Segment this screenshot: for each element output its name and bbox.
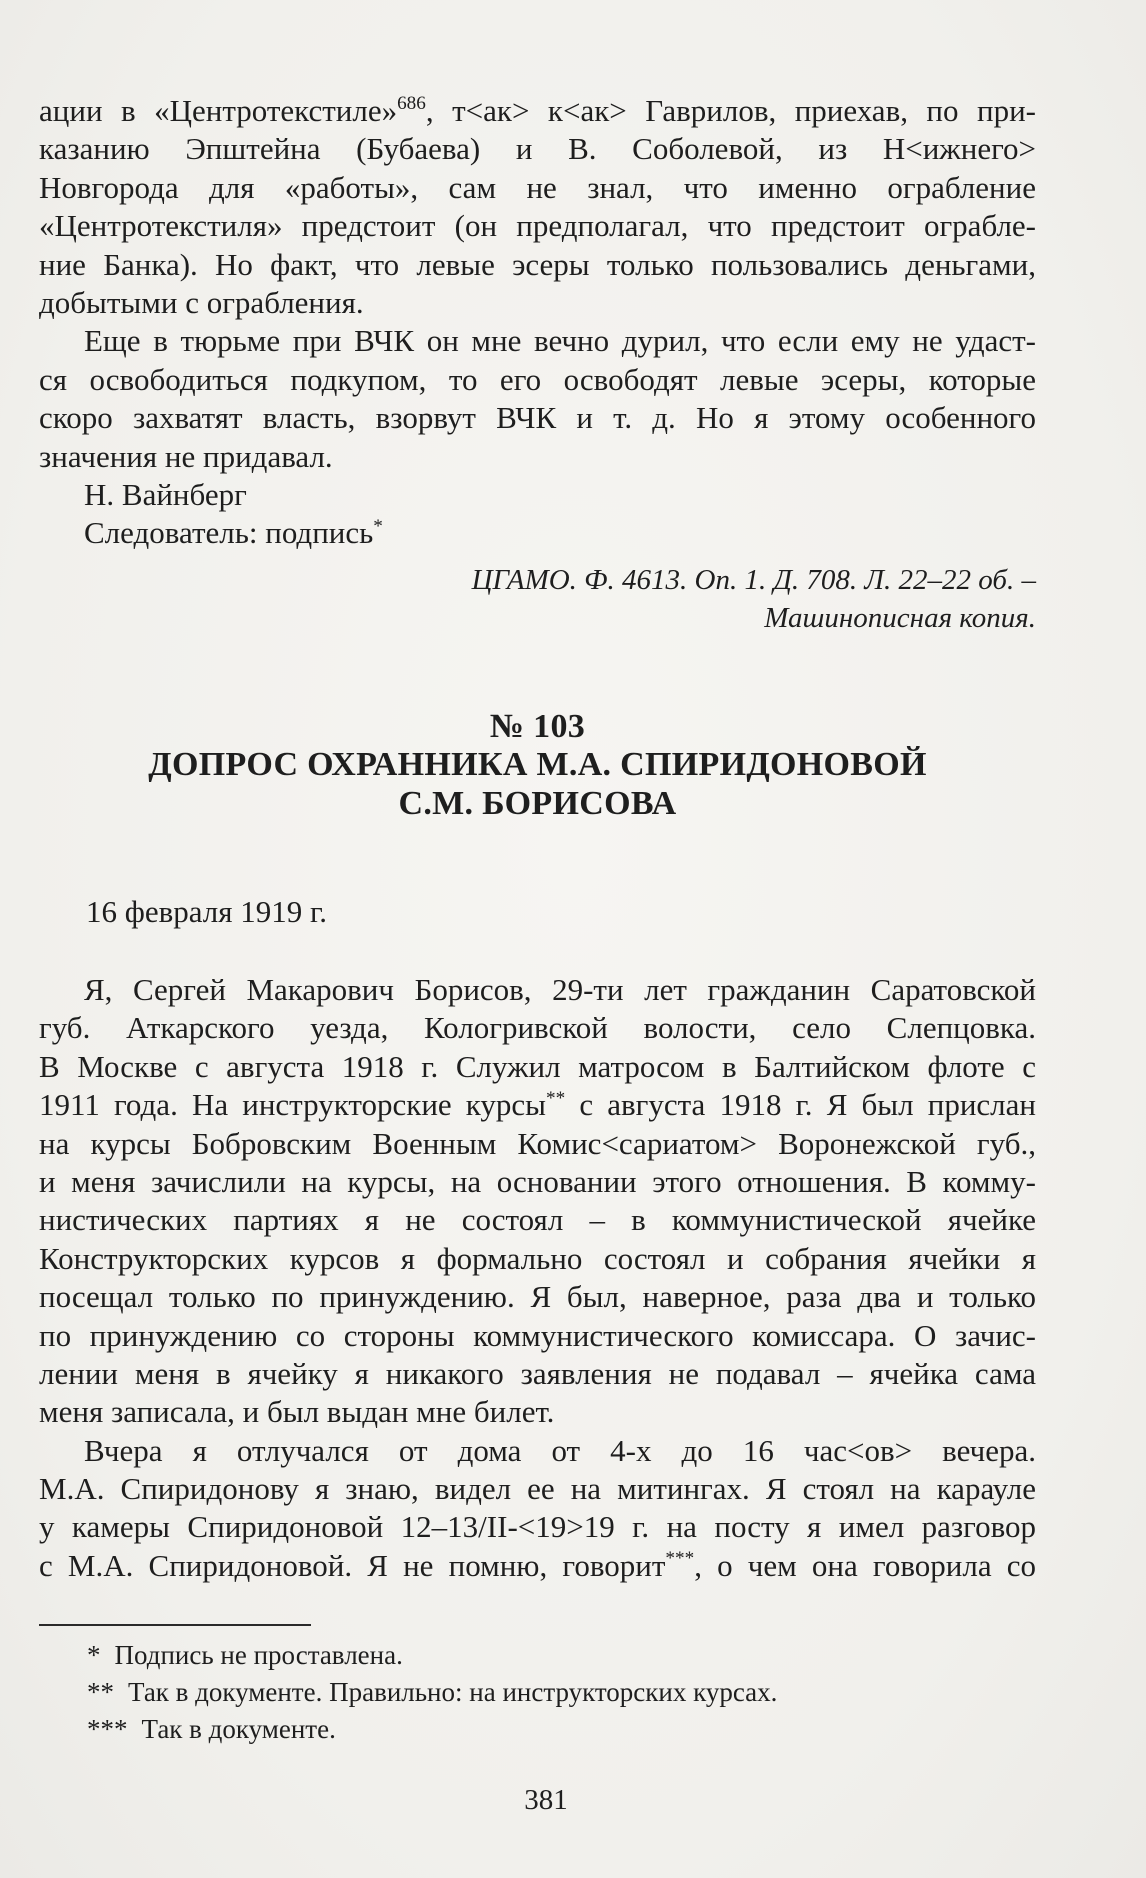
text-segment: , т<ак> к<ак> Гаврилов, приехав, по при- (425, 93, 1036, 128)
text-line: значения не придавал. (39, 438, 333, 474)
text-line (39, 1547, 1036, 1585)
document-number: № 103 (489, 708, 586, 745)
document-date: 16 февраля 1919 г. (86, 894, 327, 929)
previous-document-ending (39, 92, 1036, 553)
footnote (39, 1637, 1036, 1674)
footnote-text: Подпись не проставлена. (114, 1640, 403, 1670)
text-segment: Следователь: подпись (84, 515, 374, 551)
document-heading (39, 708, 1036, 823)
text-line (39, 92, 1036, 130)
text-line: у камеры Спиридоновой 12–13/II-<19>19 г. на посту я имел разговор (39, 1509, 1036, 1545)
text-line: посещал только по принуждению. Я был, наверное, раза два и только (39, 1279, 1036, 1315)
page-number: 381 (524, 1784, 568, 1816)
text-line: Конструкторских курсов я формально состоял и собрания ячейки я (39, 1240, 1036, 1276)
footnote-mark: *** (87, 1714, 128, 1745)
footnote-text: Так в документе. (141, 1714, 336, 1745)
text-segment: , о чем она говорила со (694, 1547, 1037, 1583)
text-line: М.А. Спиридонову я знаю, видел ее на митингах. Я стоял на карауле (39, 1471, 1036, 1507)
endnote-reference: 686 (397, 93, 426, 115)
footnote-rule (39, 1624, 311, 1626)
text-line (39, 1086, 1036, 1124)
text-segment: ации в «Центротекстиле» (39, 93, 398, 128)
text-line: Еще в тюрьме при ВЧК он мне вечно дурил, что если ему не удаст- (84, 323, 1036, 359)
footnote (39, 1711, 1036, 1748)
text-line: Я, Сергей Макарович Борисов, 29-ти лет гражданин Саратовской (84, 972, 1036, 1007)
text-line: лении меня в ячейку я никакого заявления не подавал – ячейка сама (39, 1355, 1036, 1391)
text-line: нистических партиях я не состоял – в коммунистической ячейке (39, 1202, 1036, 1238)
text-line: казанию Эпштейна (Бубаева) и В. Соболевой, из Н<ижнего> (39, 131, 1036, 167)
document-body (39, 971, 1036, 1585)
text-line: губ. Аткарского уезда, Кологривской волости, село Слепцовка. (39, 1010, 1036, 1046)
footnote-reference: * (373, 515, 383, 537)
footnote-mark: * (87, 1640, 101, 1670)
text-line: ся освободиться подкупом, то его освободят левые эсеры, которые (39, 361, 1036, 397)
text-line: ние Банка). Но факт, что левые эсеры только пользовались деньгами, (39, 246, 1036, 282)
archive-source-line: ЦГАМО. Ф. 4613. Оп. 1. Д. 708. Л. 22–22 об. – (471, 564, 1036, 596)
footnote-reference: ** (546, 1087, 566, 1109)
signature-name: Н. Вайнберг (84, 476, 247, 512)
text-line: В Москве с августа 1918 г. Служил матросом в Балтийском флоте с (39, 1048, 1036, 1084)
text-segment: с М.А. Спиридоновой. Я не помню, говорит (39, 1547, 666, 1583)
archive-source-line: Машинописная копия. (764, 602, 1036, 635)
text-line: Вчера я отлучался от дома от 4-х до 16 час<ов> вечера. (84, 1432, 1036, 1468)
text-line: меня записала, и был выдан мне билет. (39, 1394, 555, 1430)
text-line: и меня зачислили на курсы, на основании этого отношения. В комму- (39, 1163, 1036, 1199)
footnotes (39, 1637, 1036, 1749)
text-segment: с августа 1918 г. Я был прислан (565, 1087, 1036, 1123)
text-line: Новгорода для «работы», сам не знал, что именно ограбление (39, 169, 1036, 205)
footnote (39, 1674, 1036, 1711)
footnote-mark: ** (87, 1677, 114, 1708)
text-line: на курсы Бобровским Военным Комис<сариатом> Воронежской губ., (39, 1125, 1036, 1161)
investigator-signature-line (39, 514, 1036, 552)
text-line: по принуждению со стороны коммунистического комиссара. О зачис- (39, 1317, 1036, 1353)
footnote-reference: *** (665, 1548, 695, 1570)
document-title: ДОПРОС ОХРАННИКА М.А. СПИРИДОНОВОЙ (148, 746, 927, 784)
text-line: скоро захватят власть, взорвут ВЧК и т. д. Но я этому особенного (39, 400, 1036, 436)
footnote-text: Так в документе. Правильно: на инструкторских курсах. (128, 1677, 778, 1708)
text-line: «Центротекстиля» предстоит (он предполагал, что предстоит ограбле- (39, 208, 1036, 244)
text-line: добытыми с ограбления. (39, 284, 364, 320)
text-segment: 1911 года. На инструкторские курсы (39, 1087, 547, 1123)
document-title: С.М. БОРИСОВА (398, 784, 677, 822)
archive-source (39, 561, 1036, 638)
